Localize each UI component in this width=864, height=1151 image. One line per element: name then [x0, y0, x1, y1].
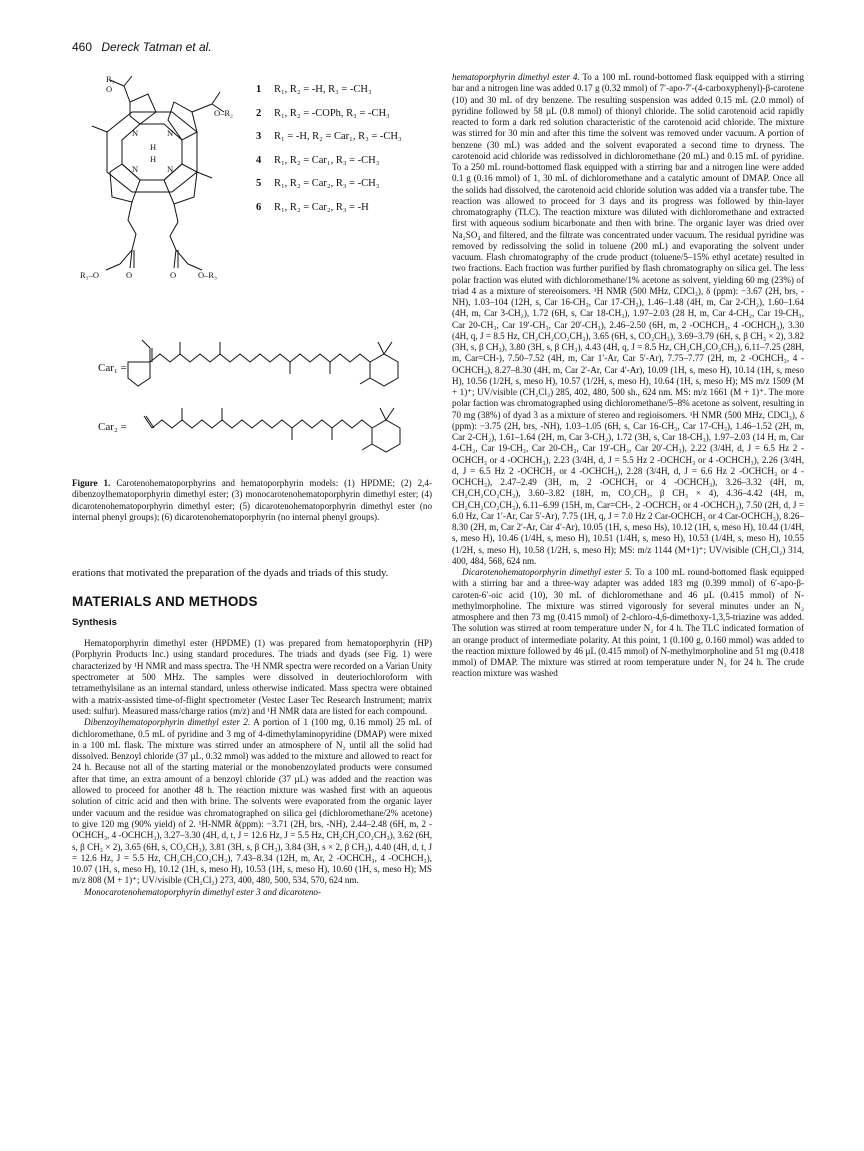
subsection-heading: Synthesis — [72, 617, 117, 629]
porphyrin-skeleton — [92, 76, 224, 270]
compound-4-text: To a 100 mL round-bottomed flask equipped with a stirring bar and a nitrogen line was added 0.17 g (0.32 mmol) of 7′-apo-7′-(4-carboxyphenyl)-β-carotene (10) and 30 mL of dry benzene. The resulting suspension was added 0.15 mL (2.0 mmol) of pyridine followed by 58 µL (0.8 mmol) of thionyl chloride. The solid carotenoid acid rapidly reacted to form a dark red solution characteristic of the carotenoid acid chloride. The mixture was stirred for 30 min and after this time the solvent was removed under vacuum. A portion of benzene (30 mL) was added and the solvent evaporated a second time to dryness. The carotenoid acid chloride was redissolved in dichloromethane (20 mL) and 0.15 mL of pyridine. To a 250 mL round-bottomed flask equipped with a stirring bar and a nitrogen line were added 0.1 g (0.16 mmol) of 1, 30 mL of dichloromethane and a catalytic amount of DMAP. Once all the solids had dissolved, the carotenoid acid chloride solution was added via a transfer tube. The reaction was allowed to proceed for 3 days and its progress was followed by thin-layer chromatography (TLC). The reaction mixture was diluted with dichloromethane and extracted first with aqueous sodium bicarbonate and then with brine. The organic layer was dried over Na₂SO₄ and filtered, and the filtrate was concentrated under vacuum. The residual pyridine was removed by redissolving the solid in toluene (200 mL) and evaporating the solvent under vacuum. Flash chromatography of the crude product (toluene/5–15% ethyl acetate) resulted in two fractions. Each fraction was further purified by flash chromatography on silica gel. The less polar fraction was eluted with dichloromethane/1% acetone as solvent, yielding 60 mg (23%) of triad 4 as a mixture of stereoisomers. ¹H NMR (500 MHz, CDCl₃), δ (ppm): −3.67 (2H, brs, -NH), 1.03–104 (12H, s, Car 16-CH₃, Car 17-CH₃), 1.46–1.48 (4H, m, Car 2-CH₂), 1.60–1.64 (4H, m, Car 3-CH₂), 1.72 (6H, s, Car 18-CH₃), 1.97–2.03 (28 H, m, Car 4-CH₂, Car 19-CH₃, Car 20-CH₃, Car 19′-CH₃, Car 20′-CH₃), 2.46–2.50 (6H, m, 2 -OCHCH₃, 4 -OCHCH₃), 3.30 (4H, q, J = 8.5 Hz, CH₂CH₂CO₂CH₃), 3.65 (6H, s, CO₂CH₃), 3.69–3.79 (6H, s, β CH₃ × 2), 3.82 (3H, s, β CH₃), 3.80 (3H, s, β CH₃), 4.43 (4H, q, J = 8.5 Hz, CH₂CH₂CO₂CH₃), 6.11–7.25 (28H, m, Car=CH-), 7.50–7.52 (4H, m, Car 1′-Ar, Car 5′-Ar), 7.75–7.77 (2H, m, 2 -OCHCH₃, 4 -OCHCH₃), 8.27–8.30 (4H, m, Car 2′-Ar, Car 4′-Ar), 10.09 (1H, s, meso H), 10.14 (1H, s, meso H), 10.56 (1/2H, s, meso H), 10.57 (1/2H, s, meso H), 10.64 (1H, s, meso H); MS m/z 1509 (M + 1)⁺; UV/visible (CH₂Cl₂) 285, 402, 480, 500 sh., 624 nm. MS: m/z 1661 (M + 1)⁺. The more polar faction was chromatographed using dichloromethane/5–8% acetone as solvent, resulting in 70 mg (38%) of dyad 3 as a mixture of stereo and regioisomers. ¹H NMR (500 MHz, CDCl₃), δ (ppm): −3.75 (2H, brs, -NH), 1.03–1.05 (6H, s, Car 16-CH₃, Car 17-CH₃), 1.46–1.52 (2H, m, Car 2-CH₂), 1.61–1.64 (2H, m, Car 3-CH₂), 1.72 (3H, s, Car 18-CH₃), 1.97–2.03 (14 H, m, Car 4-CH₂, Car 19-CH₃, Car 20-CH₃, Car 19′-CH₃, Car 20′-CH₃), 2.22 (3/4H, d, J = 6.5 Hz 2 -OCHCH₃ or 4 -OCHCH₃), 2.23 (3/4H, d, J = 5.5 Hz 2 -OCHCH₃ or 4 -OCHCH₃), 2.26 (3/4H, d, J = 6.5 Hz 2 -OCHCH₃ or 4 -OCHCH₃), 2.28 (3/4H, d, J = 6.6 Hz 2 -OCHCH₃ or 4 -OCHCH₃), 2.47–2.49 (3H, m, 2 -OCHCH₃ or 4 -OCHCH₃), 3.26–3.32 (4H, m, CH₂CH₂CO₂CH₃), 3.60–3.82 (18H, m, CO₂CH₃, β CH₃ × 4), 4.36–4.42 (4H, m, CH₂CH₂CO₂CH₃), 6.11–6.99 (15H, m, Car=CH-, 2 -OCHCH₃ or 4 -OCHCH₃), 7.50 (2H, d, J = 6.0 Hz, Car 1′-Ar, Car 5′-Ar), 7.75 (1H, q, J = 7.0 Hz 2 Car-OCHCH₃ or 4 Car-OCHCH₃), 8.26–8.30 (2H, m, Car 2′-Ar, Car 4′-Ar), 10.05 (1H, s, meso Hs), 10.12 (1H, s, meso H), 10.44 (1/4H, s, meso H), 10.46 (1/4H, s, meso H), 10.51 (1/4H, s, meso H), 10.53 (1/4H, s, meso H), 10.55 (1/2H, s, meso H), 10.58 (1/2H, s, meso H); MS: m/z 1144 (M+1)⁺; UV/visible (CH₂Cl₂) 314, 400, 484, 568, 624 nm. — [452, 72, 804, 566]
right-paragraph-2 — [452, 567, 804, 680]
compound-2-text: A portion of 1 (100 mg, 0.16 mmol) 25 mL of dichloromethane, 0.5 mL of pyridine and 3 mg of 4-dimethylaminopyridine (DMAP) were mixed in a 100 mL flask. The mixture was stirred under an atmosphere of N₂ until all the solid had dissolved. Benzoyl chloride (37 µL, 0.32 mmol) was added to the mixture and allowed to react for 24 h. Because not all of the starting material or the monobenzoylated products were consumed after that time, an extra amount of a benzoyl chloride (37 µL) was added and the reaction was allowed to proceed for another 48 h. The reaction mixture was washed first with an aqueous solution of citric acid and then with brine. The solvents were evaporated from the organic layer under vacuum and the residue was chromatographed on silica gel (dichloromethane/2% acetone) to give 120 mg (90% yield) of 2. ¹H-NMR δ(ppm): −3.71 (2H, brs, -NH), 2.44–2.48 (6H, m, 2 -OCHCH₃, 4 -OCHCH₃), 3.27–3.30 (4H, d, t, J = 12.6 Hz, J = 5.5 Hz, CH₂CH₂CO₂CH₃), 3.62 (6H, s, β CH₃ × 2), 3.65 (6H, s, CO₂CH₃), 3.81 (3H, s, β CH₃), 3.84 (3H, s × 2, β CH₃), 4.40 (4H, d, t, J = 12.6 Hz, J = 5.5 Hz, CH₂CH₂CO₂CH₃), 7.43–8.34 (12H, m, Ar, 2 -OCHCH₃, 4 -OCHCH₃), 10.07 (1H, s, meso H), 10.12 (1H, s, meso H), 10.53 (1H, s, meso H), 10.60 (1H, s, meso H); MS m/z 808 (M + 1)⁺; UV/visible (CH₂Cl₂) 273, 400, 480, 500, 534, 570, 624 nm. — [72, 717, 432, 886]
right-column — [452, 72, 804, 680]
atom-n-4: N — [167, 164, 174, 174]
left-intro-paragraph: erations that motivated the preparation of the dyads and triads of this study. — [72, 568, 389, 580]
car1-phenyl — [128, 362, 150, 386]
compound-2: 2 R₁, R₂ = -COPh, R₃ = -CH₃ — [256, 107, 390, 119]
left-column — [72, 72, 432, 898]
car1-structure — [128, 340, 398, 386]
car1-cyclohexene — [370, 354, 398, 386]
running-head-authors: Dereck Tatman et al. — [101, 40, 212, 54]
caption-label: Figure 1. — [72, 478, 111, 488]
atom-n-1: N — [132, 128, 139, 138]
atom-o-r3-right: O–R₃ — [198, 270, 218, 280]
compound-4: 4 R₁, R₂ = Car₁, R₃ = -CH₃ — [256, 154, 380, 166]
caption-text: Carotenohematoporphyrins and hematoporphyrin models: (1) HPDME; (2) 2,4-dibenzoylhematoporphyrin dimethyl ester; (3) monocarotenohematoporphyrin dimethyl ester; (4) dicarotenohematoporphyrin dimethyl ester; (5) dicarotenohematoporphyrin dimethyl ester (no internal phenyl groups); (6) dicarotenohematoporphyrin (no internal phenyl groups). — [72, 478, 432, 522]
atom-n-3: N — [132, 164, 139, 174]
compound-5-heading: Dicarotenohematoporphyrin dimethyl ester 5. — [462, 567, 632, 577]
compound-5: 5 R₁, R₂ = Car₂, R₃ = -CH₃ — [256, 178, 380, 189]
page-number: 460 — [72, 40, 93, 54]
atom-r3-o-left: R₃–O — [80, 270, 100, 280]
compound-3: 3 R₁ = -H, R₂ = Car₁, R₃ = -CH₃ — [256, 131, 402, 142]
atom-h-1: H — [150, 142, 157, 152]
right-paragraph-1 — [452, 72, 804, 567]
car2-cyclohexene — [372, 420, 400, 452]
section-heading: MATERIALS AND METHODS — [72, 594, 258, 610]
compound-list — [256, 78, 402, 219]
atom-o-left: O — [126, 270, 133, 280]
figure-caption — [72, 478, 432, 523]
atom-o-right: O — [170, 270, 177, 280]
car2-structure — [144, 408, 400, 452]
synthesis-paragraph-2 — [72, 717, 432, 886]
running-head — [72, 40, 212, 54]
atom-r1: R₁ — [106, 74, 115, 84]
atom-o-r2: O–R₂ — [214, 108, 234, 118]
synthesis-paragraph-1: Hematoporphyrin dimethyl ester (HPDME) (1) was prepared from hematoporphyrin (HP) (Porphyrin Products Inc.) using standard procedures. The triads and dyads (see Fig. 1) were characterized by ¹H NMR and mass spectra. The ¹H NMR spectra were recorded on a Varian Unity spectrometer at 500 MHz. The samples were dissolved in deuteriochloroform with tetramethylsilane as an internal standard, unless otherwise indicated. Mass spectra were obtained with a matrix-assisted time-of-flight spectrometer (Vestec Laser Tec Research Instrument; matrix used: sulfur). Measured mass/charge ratios (m/z) and ¹H NMR data are listed for each compound. — [72, 638, 432, 716]
atom-o-top: O — [106, 84, 113, 94]
car1-label: Car₁ = — [98, 362, 127, 374]
compound-5-text: To a 100 mL round-bottomed flask equipped with a stirring bar and a three-way adapter was added 183 mg (0.399 mmol) of 6′-apo-β-caroten-6′-oic acid (10), 30 mL of dichloromethane and 46 µL (0.415 mmol) of N-methylmorpholine. The mixture was stirred vigorously for several minutes under an N₂ atmosphere and then 73 mg (0.415 mmol) of 2-chloro-4,6-dimethoxy-1,3,5-triazine was added. The solution was stirred at room temperature under N₂ for 4 h. The TLC indicated formation of an orange product of intermediate polarity. At this point, 1 (0.100 g, 0.160 mmol) was added to the reaction mixture followed by 46 µL (0.415 mmol) of N-methylmorpholine and 51 mg (0.418 mmol) of DMAP. The mixture was stirred at room temperature under N₂ for 24 h. The crude reaction mixture was washed — [452, 567, 804, 679]
car2-label: Car₂ = — [98, 421, 127, 433]
figure-1 — [72, 72, 432, 472]
compound-6: 6 R₁, R₂ = Car₂, R₃ = -H — [256, 201, 369, 213]
compound-2-heading: Dibenzoylhematoporphyrin dimethyl ester 2. — [84, 717, 251, 728]
compound-1: 1 R₁, R₂ = -H, R₃ = -CH₃ — [256, 84, 372, 95]
pyrrole-a — [130, 94, 156, 124]
compound-4-heading: hematoporphyrin dimethyl ester 4. — [452, 72, 580, 82]
atom-h-2: H — [150, 154, 157, 164]
synthesis-paragraph-3: Monocarotenohematoporphyrin dimethyl ester 3 and dicaroteno- — [84, 886, 321, 897]
atom-n-2: N — [167, 128, 174, 138]
